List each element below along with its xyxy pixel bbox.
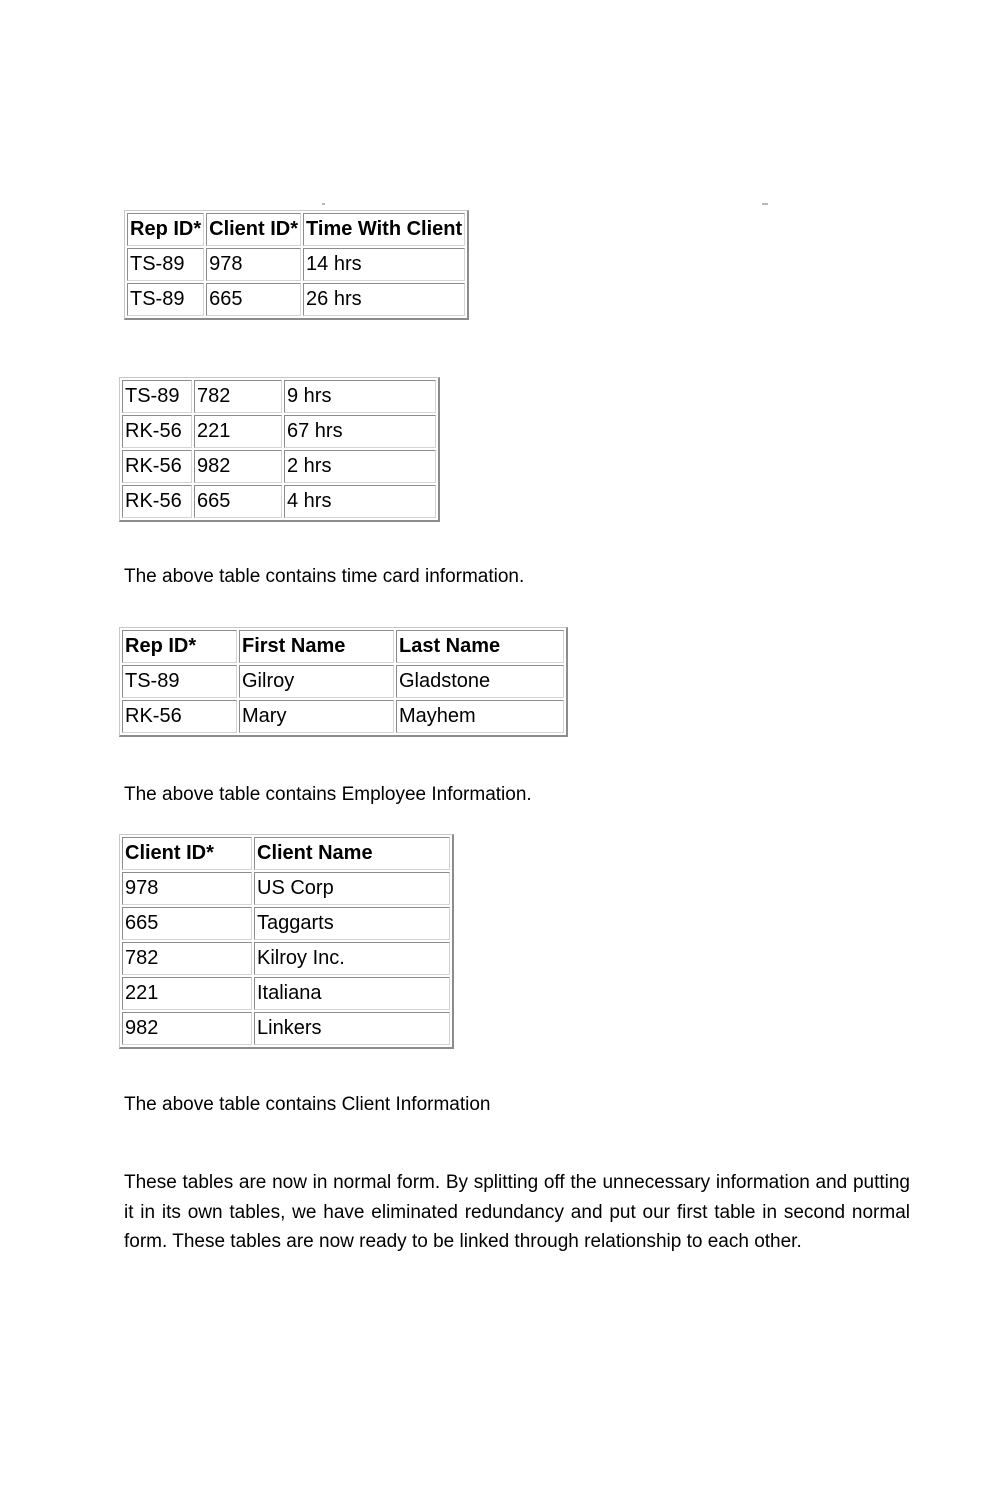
cell-rep-id: RK-56 (122, 415, 192, 448)
table-row (122, 380, 436, 413)
cell-last-name: Mayhem (396, 700, 564, 733)
header-rep-id: Rep ID* (122, 630, 237, 663)
cell-client-id: 665 (122, 907, 252, 940)
header-client-id: Client ID* (122, 837, 252, 870)
table-row (122, 415, 436, 448)
table-row (122, 450, 436, 483)
cell-rep-id: TS-89 (127, 248, 204, 281)
cell-time: 67 hrs (284, 415, 436, 448)
header-client-name: Client Name (254, 837, 450, 870)
cell-rep-id: TS-89 (127, 283, 204, 316)
scan-artifact (322, 203, 325, 205)
employee-caption: The above table contains Employee Information. (124, 784, 532, 805)
cell-rep-id: TS-89 (122, 380, 192, 413)
cell-time: 26 hrs (303, 283, 465, 316)
cell-time: 14 hrs (303, 248, 465, 281)
cell-client-id: 782 (122, 942, 252, 975)
cell-client-id: 982 (194, 450, 282, 483)
table-row (122, 907, 450, 940)
cell-client-id: 978 (122, 872, 252, 905)
cell-client-id: 982 (122, 1012, 252, 1045)
cell-client-name: Taggarts (254, 907, 450, 940)
cell-client-name: Linkers (254, 1012, 450, 1045)
cell-client-name: Kilroy Inc. (254, 942, 450, 975)
client-table (119, 834, 454, 1049)
cell-client-id: 221 (122, 977, 252, 1010)
header-rep-id: Rep ID* (127, 213, 204, 246)
header-client-id: Client ID* (206, 213, 301, 246)
table-row (122, 977, 450, 1010)
table-header-row (127, 213, 465, 246)
client-caption: The above table contains Client Information (124, 1094, 491, 1115)
cell-time: 2 hrs (284, 450, 436, 483)
cell-last-name: Gladstone (396, 665, 564, 698)
table-row (122, 485, 436, 518)
table-header-row (122, 837, 450, 870)
timecard-table-part2 (119, 377, 440, 522)
header-time-with-client: Time With Client (303, 213, 465, 246)
header-last-name: Last Name (396, 630, 564, 663)
timecard-table-part1 (124, 210, 469, 320)
header-first-name: First Name (239, 630, 394, 663)
cell-rep-id: RK-56 (122, 700, 237, 733)
table-row (127, 248, 465, 281)
cell-time: 9 hrs (284, 380, 436, 413)
cell-client-id: 978 (206, 248, 301, 281)
table-row (122, 700, 564, 733)
table-row (122, 872, 450, 905)
cell-client-name: US Corp (254, 872, 450, 905)
cell-client-id: 665 (194, 485, 282, 518)
scan-artifact (762, 203, 768, 205)
cell-rep-id: RK-56 (122, 450, 192, 483)
cell-client-id: 782 (194, 380, 282, 413)
table-row (122, 665, 564, 698)
cell-client-id: 665 (206, 283, 301, 316)
cell-time: 4 hrs (284, 485, 436, 518)
cell-rep-id: TS-89 (122, 665, 237, 698)
table-row (127, 283, 465, 316)
summary-paragraph: These tables are now in normal form. By splitting off the unnecessary information and putting it in its own tables, we have eliminated redundancy and put our first table in second normal form. These tables are now ready to be linked through relationship to each other. (124, 1172, 910, 1252)
table-row (122, 1012, 450, 1045)
table-row (122, 942, 450, 975)
cell-first-name: Gilroy (239, 665, 394, 698)
table-header-row (122, 630, 564, 663)
employee-table (119, 627, 568, 737)
cell-client-id: 221 (194, 415, 282, 448)
timecard-caption: The above table contains time card information. (124, 566, 525, 587)
cell-rep-id: RK-56 (122, 485, 192, 518)
cell-first-name: Mary (239, 700, 394, 733)
cell-client-name: Italiana (254, 977, 450, 1010)
